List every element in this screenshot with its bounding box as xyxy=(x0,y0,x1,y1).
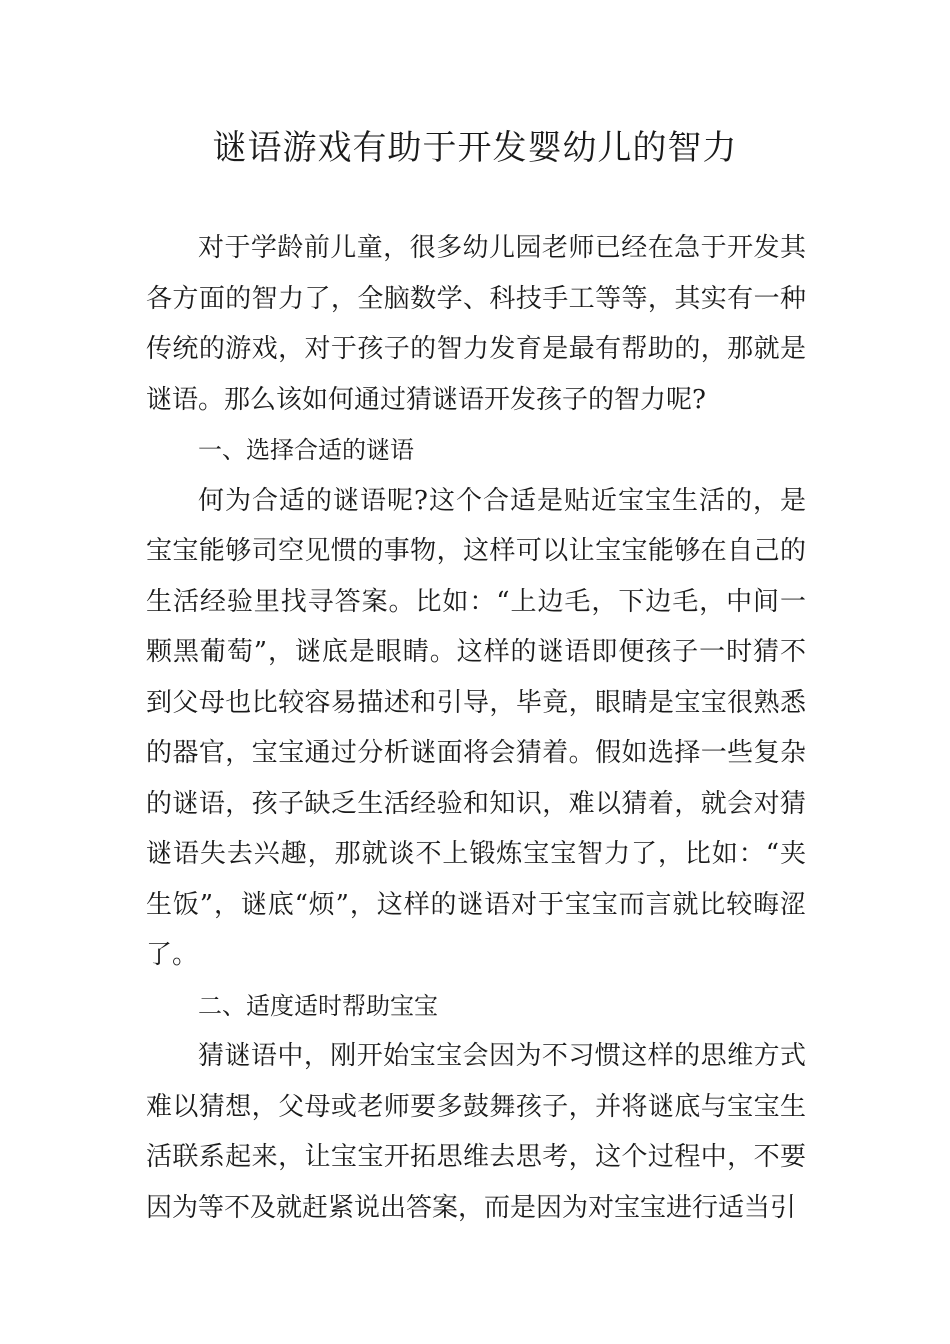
document-title: 谜语游戏有助于开发婴幼儿的智力 xyxy=(212,128,738,168)
document-body xyxy=(146,223,806,1233)
section-heading-2: 二、适度适时帮助宝宝 xyxy=(198,991,438,1020)
section-heading-1: 一、选择合适的谜语 xyxy=(198,436,414,464)
paragraph-section-2: 猜谜语中，刚开始宝宝会因为不习惯这样的思维方式难以猜想，父母或老师要多鼓舞孩子，并将谜底与宝宝生活联系起来，让宝宝开拓思维去思考，这个过程中，不要因为等不及就赶紧说出答案，而是因为对宝宝进行适当引 xyxy=(146,1041,806,1223)
paragraph-intro: 对于学龄前儿童，很多幼儿园老师已经在急于开发其各方面的智力了，全脑数学、科技手工等等，其实有一种传统的游戏，对于孩子的智力发育是最有帮助的，那就是谜语。那么该如何通过猜谜语开发孩子的智力呢? xyxy=(146,233,806,415)
paragraph-section-1: 何为合适的谜语呢?这个合适是贴近宝宝生活的，是宝宝能够司空见惯的事物，这样可以让宝宝能够在自己的生活经验里找寻答案。比如：“上边毛，下边毛，中间一颗黑葡萄”，谜底是眼睛。这样的谜语即便孩子一时猜不到父母也比较容易描述和引导，毕竟，眼睛是宝宝很熟悉的器官，宝宝通过分析谜面将会猜着。假如选择一些复杂的谜语，孩子缺乏生活经验和知识，难以猜着，就会对猜谜语失去兴趣，那就谈不上锻炼宝宝智力了，比如：“夹生饭”，谜底“烦”，这样的谜语对于宝宝而言就比较晦涩了。 xyxy=(146,485,806,970)
